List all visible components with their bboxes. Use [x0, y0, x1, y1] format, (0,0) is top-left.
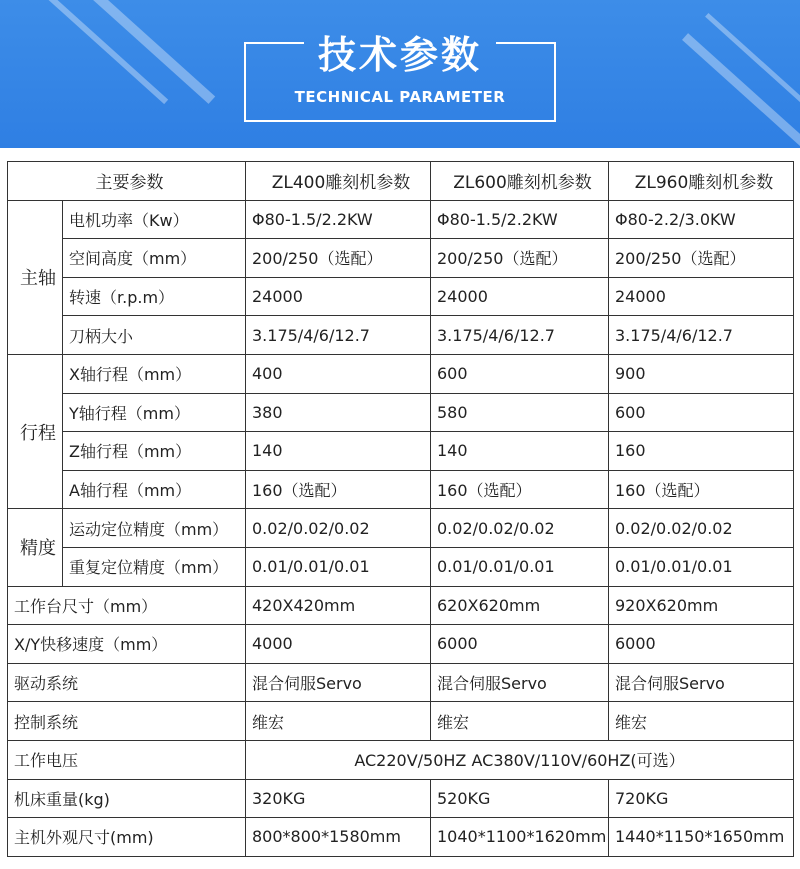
row-label: 运动定位精度（mm）	[63, 509, 246, 548]
table-row	[8, 470, 794, 509]
column-header: 主要参数	[8, 162, 246, 201]
table-row	[8, 779, 794, 818]
row-label: 刀柄大小	[63, 316, 246, 355]
cell-zl600: 140	[431, 432, 609, 471]
header-banner	[0, 0, 800, 148]
cell-zl400: Φ80-1.5/2.2KW	[246, 200, 431, 239]
cell-zl400: 380	[246, 393, 431, 432]
cell-zl600: 580	[431, 393, 609, 432]
cell-zl960: 920X620mm	[609, 586, 794, 625]
cell-zl400: 160（选配）	[246, 470, 431, 509]
cell-zl960: 1440*1150*1650mm	[609, 818, 794, 857]
cell-zl960: 3.175/4/6/12.7	[609, 316, 794, 355]
row-label: 重复定位精度（mm）	[63, 547, 246, 586]
cell-zl600: 520KG	[431, 779, 609, 818]
table-row	[8, 200, 794, 239]
cell-zl600: 0.01/0.01/0.01	[431, 547, 609, 586]
row-label: 工作电压	[8, 740, 246, 779]
cell-zl600: 0.02/0.02/0.02	[431, 509, 609, 548]
row-label: 驱动系统	[8, 663, 246, 702]
cell-zl960: 24000	[609, 277, 794, 316]
cell-zl960: 6000	[609, 625, 794, 664]
cell-zl400: 0.02/0.02/0.02	[246, 509, 431, 548]
table-row	[8, 432, 794, 471]
cell-zl600: 6000	[431, 625, 609, 664]
cell-merged-voltage: AC220V/50HZ AC380V/110V/60HZ(可选）	[246, 740, 794, 779]
table-header-row	[8, 162, 794, 201]
row-label: Z轴行程（mm）	[63, 432, 246, 471]
row-label: Y轴行程（mm）	[63, 393, 246, 432]
cell-zl960: 160（选配）	[609, 470, 794, 509]
table-row	[8, 740, 794, 779]
page-title: 技术参数	[317, 33, 482, 77]
cell-zl400: 24000	[246, 277, 431, 316]
table-row	[8, 663, 794, 702]
cell-zl600: 24000	[431, 277, 609, 316]
cell-zl400: 800*800*1580mm	[246, 818, 431, 857]
cell-zl600: 混合伺服Servo	[431, 663, 609, 702]
cell-zl600: 160（选配）	[431, 470, 609, 509]
row-label: 控制系统	[8, 702, 246, 741]
cell-zl600: 1040*1100*1620mm	[431, 818, 609, 857]
table-row	[8, 818, 794, 857]
row-label: 工作台尺寸（mm）	[8, 586, 246, 625]
cell-zl400: 0.01/0.01/0.01	[246, 547, 431, 586]
row-label: X/Y快移速度（mm）	[8, 625, 246, 664]
row-label: X轴行程（mm）	[63, 354, 246, 393]
cell-zl960: Φ80-2.2/3.0KW	[609, 200, 794, 239]
cell-zl600: 维宏	[431, 702, 609, 741]
cell-zl400: 140	[246, 432, 431, 471]
row-label: A轴行程（mm）	[63, 470, 246, 509]
table-row	[8, 393, 794, 432]
row-label: 电机功率（Kw）	[63, 200, 246, 239]
cell-zl400: 维宏	[246, 702, 431, 741]
column-header: ZL600雕刻机参数	[431, 162, 609, 201]
title-frame-line-right	[496, 42, 556, 44]
table-row	[8, 354, 794, 393]
table-row	[8, 625, 794, 664]
cell-zl960: 720KG	[609, 779, 794, 818]
cell-zl600: Φ80-1.5/2.2KW	[431, 200, 609, 239]
cell-zl960: 混合伺服Servo	[609, 663, 794, 702]
table-row	[8, 586, 794, 625]
cell-zl400: 320KG	[246, 779, 431, 818]
group-label-travel: 行程	[8, 354, 63, 508]
page-subtitle: TECHNICAL PARAMETER	[294, 88, 506, 106]
table-row	[8, 316, 794, 355]
table-row	[8, 702, 794, 741]
cell-zl960: 200/250（选配）	[609, 239, 794, 278]
decor-stripe	[75, 0, 215, 104]
cell-zl960: 160	[609, 432, 794, 471]
group-label-spindle: 主轴	[8, 200, 63, 354]
table-row	[8, 277, 794, 316]
cell-zl600: 600	[431, 354, 609, 393]
row-label: 转速（r.p.m）	[63, 277, 246, 316]
column-header: ZL960雕刻机参数	[609, 162, 794, 201]
decor-stripe	[682, 33, 800, 147]
cell-zl600: 620X620mm	[431, 586, 609, 625]
table-row	[8, 509, 794, 548]
cell-zl400: 200/250（选配）	[246, 239, 431, 278]
cell-zl600: 200/250（选配）	[431, 239, 609, 278]
row-label: 空间高度（mm）	[63, 239, 246, 278]
cell-zl600: 3.175/4/6/12.7	[431, 316, 609, 355]
cell-zl960: 0.01/0.01/0.01	[609, 547, 794, 586]
title-frame-line-left	[244, 42, 304, 44]
row-label: 机床重量(kg)	[8, 779, 246, 818]
cell-zl400: 420X420mm	[246, 586, 431, 625]
group-label-precision: 精度	[8, 509, 63, 586]
cell-zl400: 4000	[246, 625, 431, 664]
cell-zl960: 600	[609, 393, 794, 432]
table-row	[8, 547, 794, 586]
column-header: ZL400雕刻机参数	[246, 162, 431, 201]
cell-zl960: 维宏	[609, 702, 794, 741]
decor-stripe	[38, 0, 168, 104]
row-label: 主机外观尺寸(mm)	[8, 818, 246, 857]
table-row	[8, 239, 794, 278]
cell-zl960: 900	[609, 354, 794, 393]
cell-zl400: 3.175/4/6/12.7	[246, 316, 431, 355]
cell-zl400: 混合伺服Servo	[246, 663, 431, 702]
cell-zl960: 0.02/0.02/0.02	[609, 509, 794, 548]
cell-zl400: 400	[246, 354, 431, 393]
spec-table	[7, 161, 794, 857]
